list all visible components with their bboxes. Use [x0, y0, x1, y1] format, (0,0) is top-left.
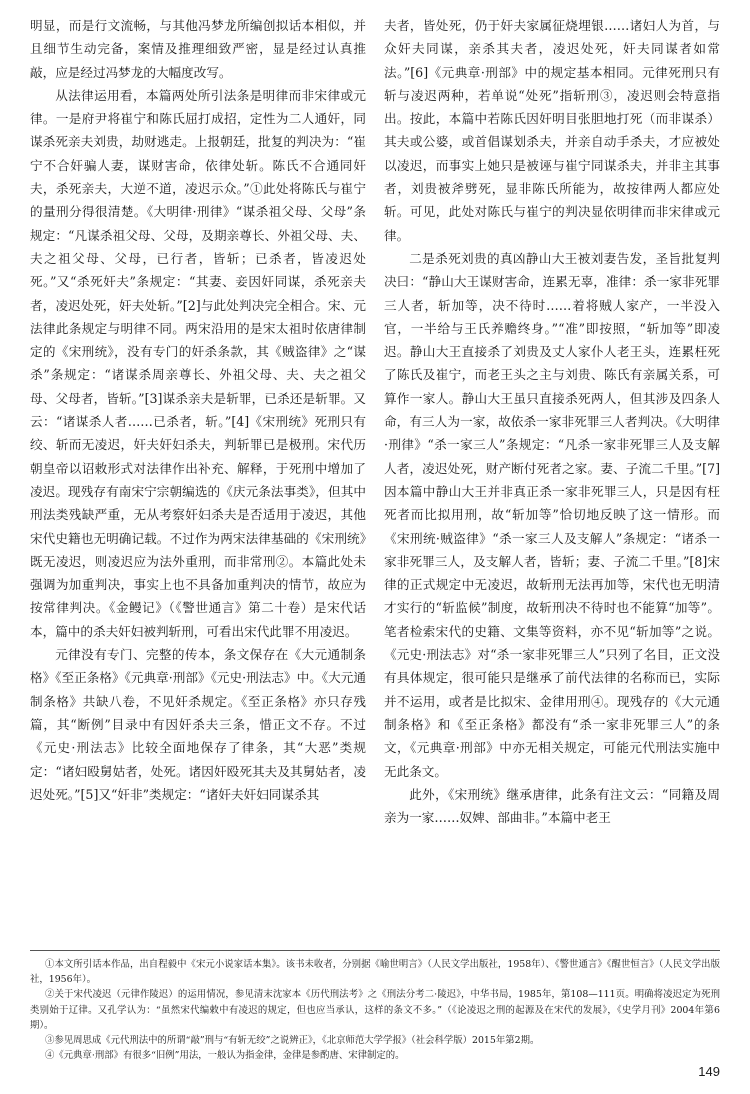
paragraph: 夫者，皆处死，仍于奸夫家属征烧埋银……诸妇人为首，与众奸夫同谋，亲杀其夫者，凌迟处死，奸夫同谋者如常法。”[6]《元典章·刑部》中的规定基本相同。元律死刑只有斩与凌迟两种，若单说“处死”指斩刑③，凌迟则会特意指出。按此，本篇中若陈氏因奸明目张胆地打死（而非谋杀）其夫或公婆，或首倡谋划杀夫，并亲自动手杀夫，才应被处以凌迟，而事实上她只是被诬与崔宁同谋杀夫，并非主其事者，刘贵被斧劈死，显非陈氏所能为，故按律两人都应处斩。可见，此处对陈氏与崔宁的判决显依明律而非宋律或元律。 [384, 18, 720, 243]
paragraph: 明显，而是行文流畅，与其他冯梦龙所编创拟话本相似，并且细节生动完备，案情及推理细致严密，显是经过认真推敲，应是经过冯梦龙的大幅度改写。 [30, 18, 366, 80]
paragraph: 元律没有专门、完整的传本，条文保存在《大元通制条格》《至正条格》《元典章·刑部》《元史·刑法志》中。《大元通制条格》共缺八卷，不见奸杀规定。《至正条格》亦只存残篇，其“断例”目录中有因奸杀夫三条，惜正文不存。不过《元史·刑法志》比较全面地保存了律条，其“大恶”类规定：“诸妇殴舅姑者，处死。诸因奸殴死其夫及其舅姑者，凌迟处死。”[5]又“奸非”类规定：“诸奸夫奸妇同谋杀其 [30, 647, 366, 802]
footnote: ③参见周思成《元代刑法中的所谓“敲”刑与“有斩无绞”之说辨正》，《北京师范大学学报》（社会科学版）2015年第2期。 [45, 1035, 540, 1047]
paragraph: 从法律运用看，本篇两处所引法条是明律而非宋律或元律。一是府尹将崔宁和陈氏屈打成招，定性为二人通奸，同谋杀死亲夫刘贵，劫财逃走。上报朝廷，批复的判决为：“崔宁不合奸骗人妻，谋财害命，依律处斩。陈氏不合通同奸夫，杀死亲夫，大逆不道，凌迟示众。”①此处将陈氏与崔宁的量刑分得很清楚。《大明律·刑律》“谋杀祖父母、父母”条规定：“凡谋杀祖父母、父母，及期亲尊长、外祖父母、夫、夫之祖父母、父母，已行者，皆斩；已杀者，皆凌迟处死。”又“杀死奸夫”条规定：“其妻、妾因奸同谋，杀死亲夫者，凌迟处死，奸夫处斩。”[2]与此处判决完全相合。宋、元法律此条规定与明律不同。两宋沿用的是宋太祖时依唐律制定的《宋刑统》，没有专门的奸杀条款，其《贼盗律》之“谋杀”条规定：“诸谋杀周亲尊长、外祖父母、夫、夫之祖父母、父母者，皆斩。”[3]谋杀亲夫是斩罪，已杀还是斩罪。又云：“诸谋杀人者……已杀者，斩。”[4]《宋刑统》死刑只有绞、斩而无凌迟，奸夫奸妇杀夫，判斩罪已是极刑。宋代历朝皇帝以诏敕形式对法律作出补充、解释，于死刑中增加了凌迟。现残存有南宋宁宗朝编选的《庆元条法事类》，但其中刑法类残缺严重，无从考察奸妇杀夫是否适用于凌迟，其他宋代史籍也无明确记载。不过作为两宋法律基础的《宋刑统》既无凌迟，则凌迟应为法外重刑，而非常刑②。本篇此处未强调为加重判决，事实上也不具备加重判决的情节，故应为按常律判决。《金鳗记》（《警世通言》第二十卷）是宋代话本，篇中的杀夫奸妇被判斩刑，可看出宋代此罪不用凌迟。 [30, 87, 366, 639]
paragraph: 此外，《宋刑统》继承唐律，此条有注文云：“同籍及周亲为一家……奴婢、部曲非。”本篇中老王 [384, 786, 720, 826]
footnotes [30, 950, 720, 1063]
footnote: ①本文所引话本作品，出自程毅中《宋元小说家话本集》。该书未收者，分别据《喻世明言》（人民文学出版社，1958年）、《警世通言》《醒世恒言》（人民文学出版社，1956年）。 [30, 959, 720, 986]
footnote: ②关于宋代凌迟（元律作陵迟）的运用情况，参见清末沈家本《历代刑法考》之《刑法分考二·陵迟》，中华书局，1985年，第108—111页。明确将凌迟定为死刑类别始于辽律。又孔学认为：“虽然宋代编敕中有凌迟的规定，但也应当承认，这样的条文不多。”（《论凌迟之刑的起源及在宋代的发展》，《史学月刊》2004年第6期）。 [30, 989, 721, 1031]
left-column [30, 14, 366, 829]
right-column [384, 14, 720, 829]
page-number: 149 [698, 1064, 720, 1079]
body-columns [30, 14, 720, 829]
footnote: ④《元典章·刑部》有很多“旧例”用法，一般认为指金律，金律是参酌唐、宋律制定的。 [45, 1050, 405, 1062]
paragraph: 二是杀死刘贵的真凶静山大王被刘妻告发，圣旨批复判决曰：“静山大王谋财害命，连累无辜，准律：杀一家非死罪三人者，斩加等，决不待时……着将贼人家产，一半没入官，一半给与王氏养赡终身。”“准”即按照，“斩加等”即凌迟。静山大王直接杀了刘贵及丈人家仆人老王头，连累枉死了陈氏及崔宁，而老王头之主与刘贵、陈氏有亲属关系，可算作一家人。静山大王虽只直接杀死两人，但其涉及四条人命，有三人为一家，故依杀一家非死罪三人者判决。《大明律·刑律》“杀一家三人”条规定：“凡杀一家非死罪三人及支解人者，凌迟处死，财产断付死者之家。妻、子流二千里。”[7]因本篇中静山大王并非真正杀一家非死罪三人，只是因有枉死者而比拟用刑，故“斩加等”恰切地反映了这一情形。而《宋刑统·贼盗律》“杀一家三人及支解人”条规定：“诸杀一家非死罪三人，及支解人者，皆斩；妻、子流二千里。”[8]宋律的正式规定中无凌迟，故斩刑无法再加等，宋代也无明清才实行的“斩监候”制度，故斩刑决不待时也不能算“加等”。笔者检索宋代的史籍、文集等资料，亦不见“斩加等”之说。《元史·刑法志》对“杀一家非死罪三人”只列了名目，正文没有具体规定，很可能只是继承了前代法律的名称而已，实际并不运用，或者是比拟宋、金律用刑④。现残存的《大元通制条格》和《至正条格》都没有“杀一家非死罪三人”的条文，《元典章·刑部》中亦无相关规定，可能元代刑法实施中无此条文。 [384, 250, 720, 779]
